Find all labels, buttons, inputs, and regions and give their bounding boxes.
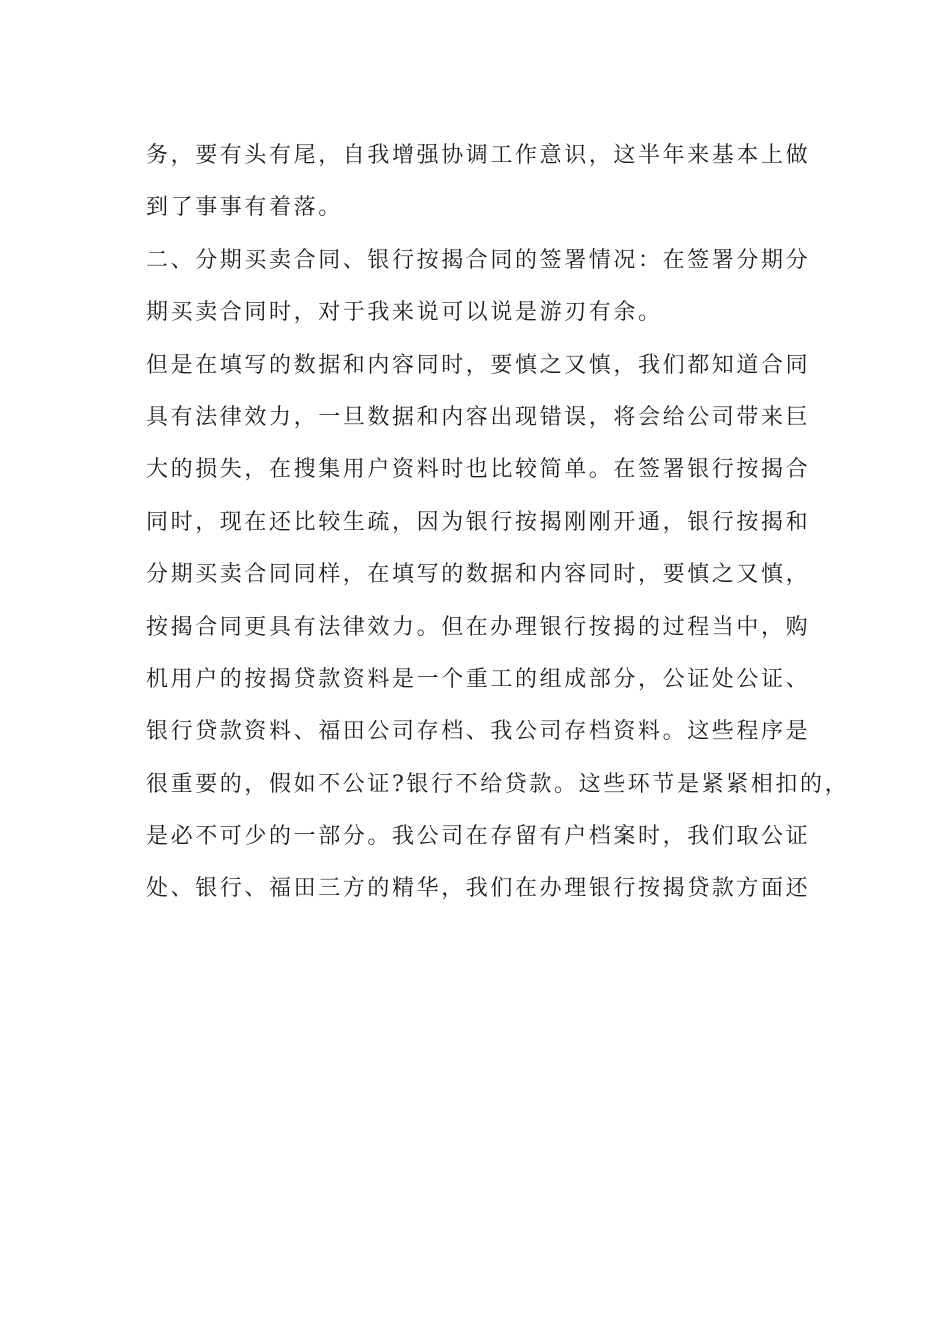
text-line: 但是在填写的数据和内容同时，要慎之又慎，我们都知道合同 <box>146 352 811 378</box>
text-line: 二、分期买卖合同、银行按揭合同的签署情况：在签署分期分 <box>146 247 811 273</box>
text-line: 具有法律效力，一旦数据和内容出现错误，将会给公司带来巨 <box>146 404 811 430</box>
text-line: 务，要有头有尾，自我增强协调工作意识，这半年来基本上做 <box>146 143 811 168</box>
body-text <box>146 130 850 916</box>
text-line: 银行贷款资料、福田公司存档、我公司存档资料。这些程序是 <box>146 719 811 745</box>
text-line: 是必不可少的一部分。我公司在存留有户档案时，我们取公证 <box>146 824 811 850</box>
text-line: 分期买卖合同同样，在填写的数据和内容同时，要慎之又慎， <box>146 562 811 588</box>
text-line: 期买卖合同时，对于我来说可以说是游刃有余。 <box>146 300 663 326</box>
text-line: 同时，现在还比较生疏，因为银行按揭刚刚开通，银行按揭和 <box>146 509 811 535</box>
text-line: 很重要的，假如不公证?银行不给贷款。这些环节是紧紧相扣的， <box>146 771 850 797</box>
text-line: 大的损失，在搜集用户资料时也比较简单。在签署银行按揭合 <box>146 457 811 483</box>
text-line: 处、银行、福田三方的精华，我们在办理银行按揭贷款方面还 <box>146 876 811 902</box>
text-line: 到了事事有着落。 <box>146 195 343 221</box>
text-line: 机用户的按揭贷款资料是一个重工的组成部分，公证处公证、 <box>146 666 811 692</box>
text-line: 按揭合同更具有法律效力。但在办理银行按揭的过程当中，购 <box>146 614 811 640</box>
